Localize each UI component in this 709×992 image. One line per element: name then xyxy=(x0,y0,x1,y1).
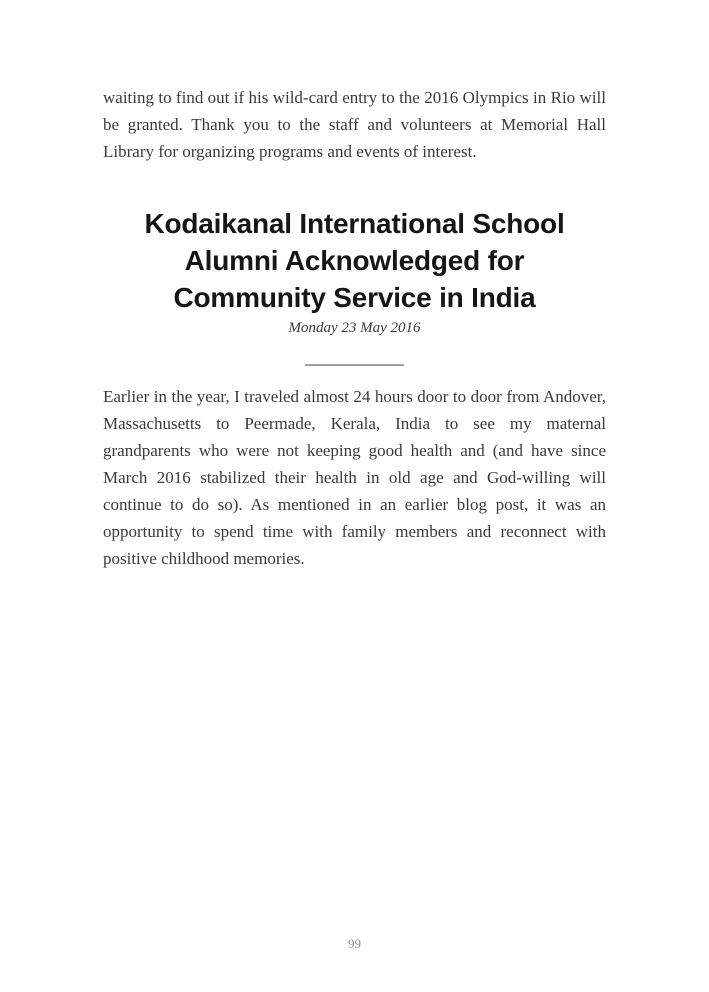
intro-paragraph: waiting to find out if his wild-card entry to the 2016 Olympics in Rio will be granted. Thank you to the staff and volunteers at Memorial Hall Library for organizing programs and events of interest. xyxy=(103,88,606,161)
article-title-line-2: Alumni Acknowledged for xyxy=(184,245,525,276)
article-title-line-1: Kodaikanal International School xyxy=(144,208,565,239)
article-title xyxy=(103,205,606,316)
article-date: Monday 23 May 2016 xyxy=(288,320,421,336)
article-body-paragraph: Earlier in the year, I traveled almost 24 hours door to door from Andover, Massachusetts to Peermade, Kerala, India to see my maternal grandparents who were not keeping good health and (and have since March 2016 stabilized their health in old age and God-willing will continue to do so). As mentioned in an earlier blog post, it was an opportunity to spend time with family members and reconnect with positive childhood memories. xyxy=(103,387,606,568)
page-content xyxy=(103,0,606,572)
section-divider: ___________ xyxy=(305,347,404,367)
page-number: 99 xyxy=(348,936,361,951)
article-title-line-3: Community Service in India xyxy=(173,282,536,313)
